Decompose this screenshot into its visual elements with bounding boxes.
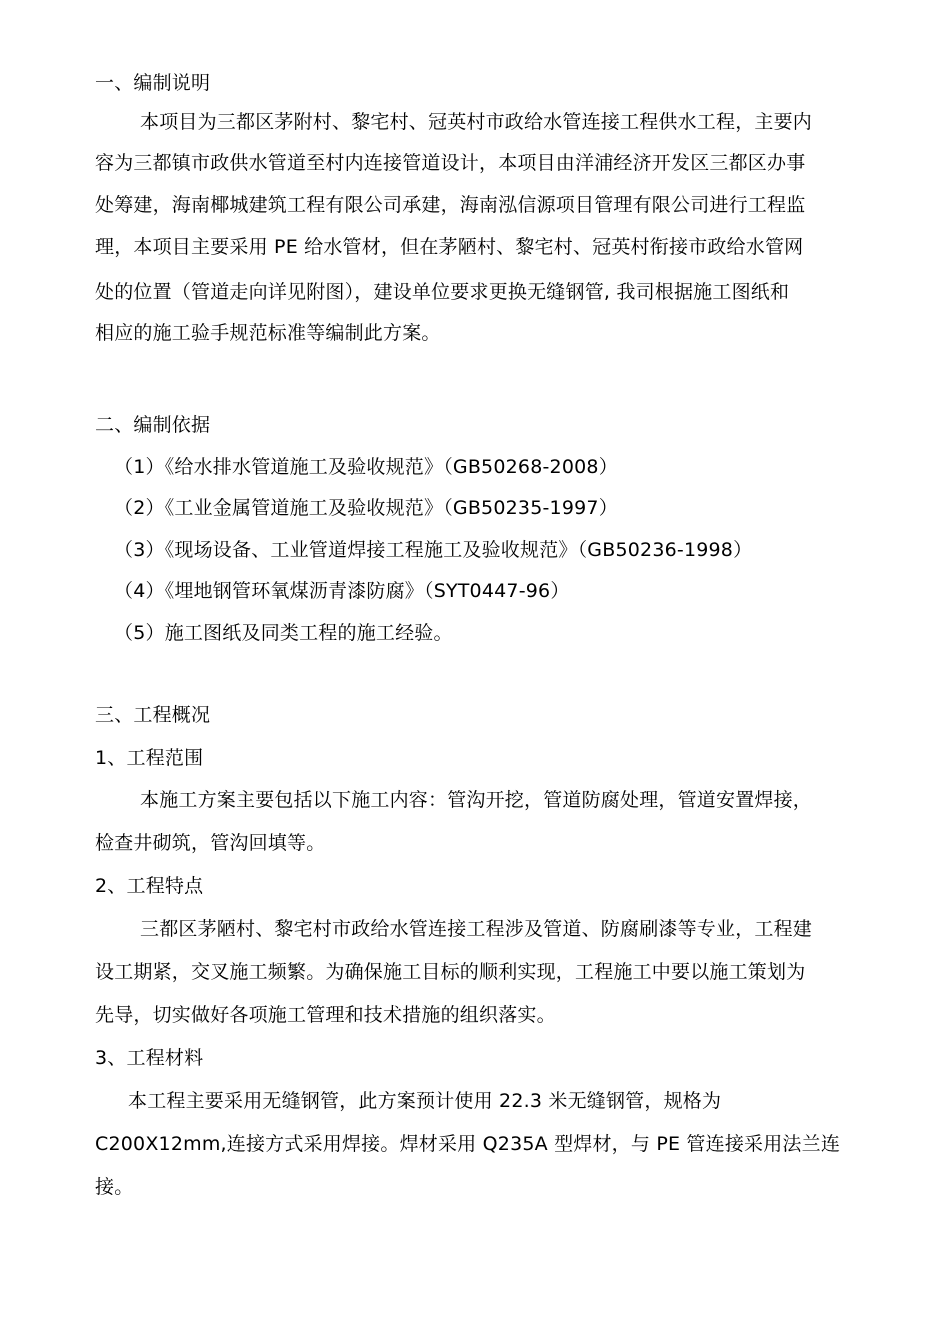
section1-heading: 一、编制说明 (95, 72, 211, 94)
reference-item: （4）《埋地钢管环氧煤沥青漆防腐》（SYT0447-96） (114, 580, 570, 602)
scope-para-line: 本施工方案主要包括以下施工内容：管沟开挖，管道防腐处理，管道安置焊接， (140, 789, 813, 811)
subsection-heading-scope: 1、工程范围 (95, 747, 204, 769)
section1-para-line: 本项目为三都区茅附村、黎宅村、冠英村市政给水管连接工程供水工程，主要内 (140, 111, 813, 133)
section1-para-line: 相应的施工验手规范标准等编制此方案。 (95, 322, 441, 344)
section1-para-line: 容为三都镇市政供水管道至村内连接管道设计，本项目由洋浦经济开发区三都区办事 (95, 152, 806, 174)
features-para-line: 先导，切实做好各项施工管理和技术措施的组织落实。 (95, 1004, 556, 1026)
reference-item: （1）《给水排水管道施工及验收规范》（GB50268-2008） (114, 456, 618, 478)
materials-para-line: C200X12mm,连接方式采用焊接。焊材采用 Q235A 型焊材，与 PE 管连接采用法兰连 (95, 1133, 841, 1155)
reference-item: （5）施工图纸及同类工程的施工经验。 (114, 622, 453, 644)
materials-para-line: 接。 (95, 1176, 134, 1198)
scope-para-line: 检查井砌筑，管沟回填等。 (95, 832, 326, 854)
subsection-heading-features: 2、工程特点 (95, 875, 204, 897)
subsection-heading-materials: 3、工程材料 (95, 1047, 204, 1069)
features-para-line: 设工期紧，交叉施工频繁。为确保施工目标的顺利实现，工程施工中要以施工策划为 (95, 961, 806, 983)
materials-para-line: 本工程主要采用无缝钢管，此方案预计使用 22.3 米无缝钢管，规格为 (128, 1090, 722, 1112)
section1-para-line: 处筹建，海南椰城建筑工程有限公司承建，海南泓信源项目管理有限公司进行工程监 (95, 194, 806, 216)
section1-para-line: 处的位置（管道走向详见附图），建设单位要求更换无缝钢管, 我司根据施工图纸和 (95, 281, 790, 303)
reference-item: （2）《工业金属管道施工及验收规范》（GB50235-1997） (114, 497, 618, 519)
section3-heading: 三、工程概况 (95, 704, 211, 726)
reference-item: （3）《现场设备、工业管道焊接工程施工及验收规范》（GB50236-1998） (114, 539, 753, 561)
section2-heading: 二、编制依据 (95, 414, 211, 436)
section1-para-line: 理，本项目主要采用 PE 给水管材，但在茅陋村、黎宅村、冠英村衔接市政给水管网 (95, 236, 804, 258)
features-para-line: 三都区茅陋村、黎宅村市政给水管连接工程涉及管道、防腐刷漆等专业，工程建 (140, 918, 813, 940)
